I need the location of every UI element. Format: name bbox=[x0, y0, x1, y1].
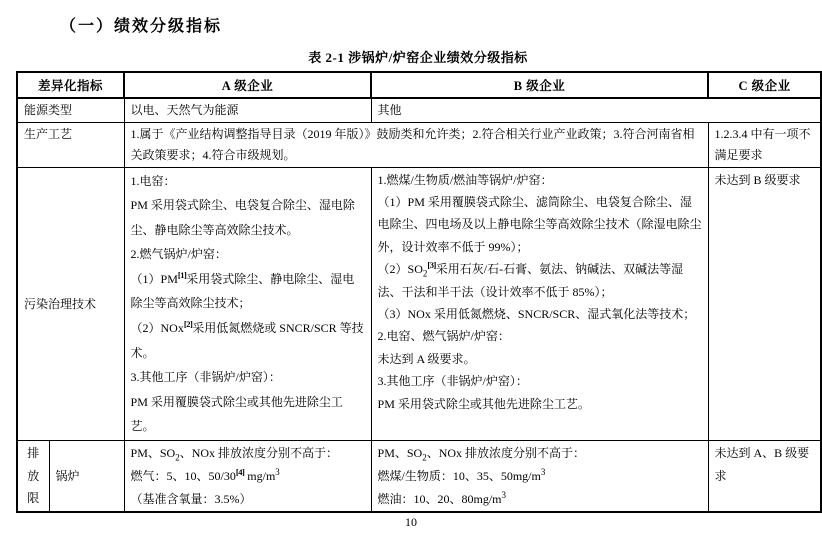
table-header-row bbox=[17, 72, 821, 98]
energy-type-label: 能源类型 bbox=[17, 98, 124, 122]
emission-limit-vertical-label: 排 放 限 bbox=[17, 441, 49, 513]
document-page bbox=[0, 13, 822, 529]
production-process-label: 生产工艺 bbox=[17, 122, 124, 167]
table-row-emission-limit bbox=[17, 441, 821, 513]
header-grade-a-enterprise: A 级企业 bbox=[124, 72, 371, 98]
emission-limit-grade-c-cell: 未达到 A、B 级要求 bbox=[708, 441, 821, 513]
production-process-grade-ab-cell: 1.属于《产业结构调整指导目录（2019 年版）》鼓励类和允许类；2.符合相关行业产业政策；3.符合河南省相关政策要求；4.符合市级规划。 bbox=[124, 122, 708, 167]
production-process-grade-c-cell: 1.2.3.4 中有一项不满足要求 bbox=[708, 122, 821, 167]
performance-grading-table bbox=[16, 71, 822, 513]
emission-limit-grade-a-cell: PM、$SO_2$、NOx 排放浓度分别不高于： 燃气：5、10、50/30[4] $mg/m^3$ （基准含氧量：3.5%） bbox=[124, 441, 371, 513]
boiler-sublabel: 锅炉 bbox=[49, 441, 124, 513]
energy-type-grade-a-cell: 以电、天然气为能源 bbox=[124, 98, 371, 122]
pollution-control-grade-a-cell: 1.电窑： PM 采用袋式除尘、电袋复合除尘、湿电除尘、静电除尘等高效除尘技术。 2.燃气锅炉/炉窑： （1）PM[1]采用袋式除尘、静电除尘、湿电除尘等高效除尘技术； （2）NOx[2]采用低氮燃烧或 SNCR/SCR 等技术。 3.其他工序（非锅炉/炉窑）： PM 采用覆膜袋式除尘或其他先进除尘工艺。 bbox=[124, 167, 371, 441]
table-row-production-process bbox=[17, 122, 821, 167]
energy-type-grade-bc-cell: 其他 bbox=[371, 98, 821, 122]
pollution-control-label: 污染治理技术 bbox=[17, 167, 124, 441]
table-row-pollution-control bbox=[17, 167, 821, 441]
pollution-control-grade-c-cell: 未达到 B 级要求 bbox=[708, 167, 821, 441]
page-number: 10 bbox=[405, 515, 417, 529]
emission-limit-grade-b-cell: PM、$SO_2$、NOx 排放浓度分别不高于： 燃煤/生物质：10、35、$50mg/m^3$ 燃油：10、20、$80mg/m^3$ bbox=[371, 441, 708, 513]
header-grade-b-enterprise: B 级企业 bbox=[371, 72, 708, 98]
pollution-control-grade-b-cell: 1.燃煤/生物质/燃油等锅炉/炉窑： （1）PM 采用覆膜袋式除尘、滤筒除尘、电袋复合除尘、湿电除尘、四电场及以上静电除尘等高效除尘技术（除湿电除尘外，设计效率不低于 99%）； $(2)SO_2[3]$采用石灰/石-石膏、氨法、钠碱法、双碱法等湿法、干法和半干法（设计效率不低于 85%）； （3）NOx 采用低氮燃烧、SNCR/SCR、湿式氧化法等技术； 2.电窑、燃气锅炉/炉窑： 未达到 A 级要求。 3.其他工序（非锅炉/炉窑）： PM 采用袋式除尘或其他先进除尘工艺。 bbox=[371, 167, 708, 441]
table-row-energy-type bbox=[17, 98, 821, 122]
header-differentiated-indicator: 差异化指标 bbox=[17, 72, 124, 98]
table-caption: 表 2-1 涉锅炉/炉窑企业绩效分级指标 bbox=[308, 50, 528, 65]
header-grade-c-enterprise: C 级企业 bbox=[708, 72, 821, 98]
section-title: （一）绩效分级指标 bbox=[60, 18, 223, 35]
